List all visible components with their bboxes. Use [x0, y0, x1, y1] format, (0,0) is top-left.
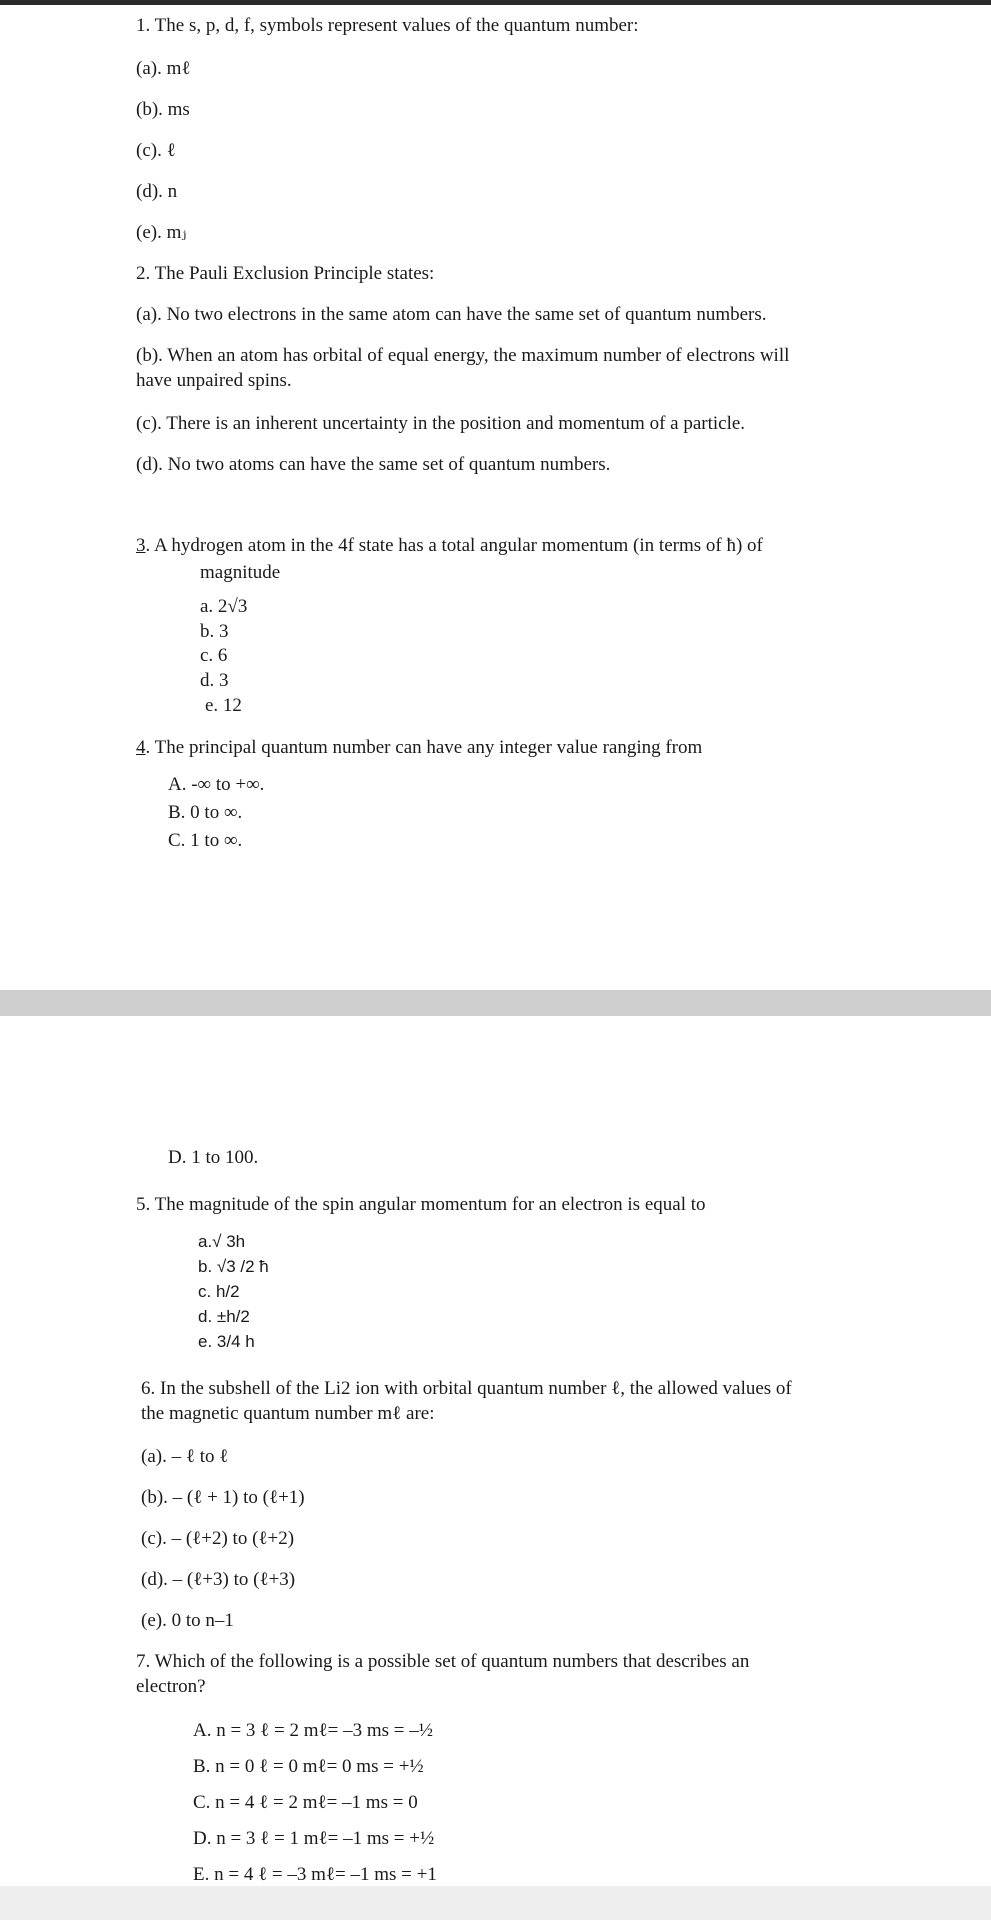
- question-4-option-b: B. 0 to ∞.: [168, 802, 243, 823]
- question-6-option-d: (d). – (ℓ+3) to (ℓ+3): [141, 1569, 296, 1590]
- question-2-option-c: (c). There is an inherent uncertainty in the position and momentum of a particle.: [136, 413, 746, 434]
- question-4-stem-text: . The principal quantum number can have any integer value ranging from: [145, 737, 703, 758]
- question-3-stem-cont: magnitude: [200, 562, 281, 583]
- question-1-option-d: (d). n: [136, 181, 178, 202]
- question-5-stem: 5. The magnitude of the spin angular momentum for an electron is equal to: [136, 1194, 706, 1215]
- question-4-option-a: A. -∞ to +∞.: [168, 774, 265, 795]
- question-1-option-b: (b). ms: [136, 99, 190, 120]
- page-separator: [0, 990, 991, 1016]
- bottom-edge-bar: [0, 1886, 991, 1920]
- question-1-stem: 1. The s, p, d, f, symbols represent values of the quantum number:: [136, 15, 639, 36]
- question-3-option-b: b. 3: [200, 621, 229, 642]
- question-7-stem-cont: electron?: [136, 1676, 206, 1697]
- question-3-option-a: a. 2√3: [200, 596, 248, 617]
- question-6-stem-cont: the magnetic quantum number mℓ are:: [141, 1403, 435, 1424]
- question-7-option-e: E. n = 4 ℓ = –3 mℓ= –1 ms = +1: [193, 1864, 437, 1885]
- question-4-option-c: C. 1 to ∞.: [168, 830, 243, 851]
- question-2-option-b: (b). When an atom has orbital of equal energy, the maximum number of electrons will: [136, 345, 790, 366]
- question-7-option-a: A. n = 3 ℓ = 2 mℓ= –3 ms = –½: [193, 1720, 433, 1741]
- question-3-option-c: c. 6: [200, 645, 228, 666]
- question-4-option-d: D. 1 to 100.: [168, 1147, 259, 1168]
- question-2-stem: 2. The Pauli Exclusion Principle states:: [136, 263, 435, 284]
- question-7-option-b: B. n = 0 ℓ = 0 mℓ= 0 ms = +½: [193, 1756, 424, 1777]
- question-1-option-c: (c). ℓ: [136, 140, 176, 161]
- question-3-option-e: e. 12: [205, 695, 242, 716]
- top-edge-bar: [0, 0, 991, 5]
- question-4-stem: [136, 736, 702, 760]
- question-7-option-c: C. n = 4 ℓ = 2 mℓ= –1 ms = 0: [193, 1792, 418, 1813]
- question-7-option-d: D. n = 3 ℓ = 1 mℓ= –1 ms = +½: [193, 1828, 435, 1849]
- question-5-option-a: a.√ 3h: [198, 1232, 246, 1251]
- question-1-option-a: (a). mℓ: [136, 58, 191, 79]
- question-3-stem: [136, 534, 763, 558]
- question-6-option-b: (b). – (ℓ + 1) to (ℓ+1): [141, 1487, 305, 1508]
- question-6-stem: 6. In the subshell of the Li2 ion with orbital quantum number ℓ, the allowed values of: [141, 1378, 792, 1399]
- question-6-option-e: (e). 0 to n–1: [141, 1610, 234, 1631]
- question-7-stem: 7. Which of the following is a possible set of quantum numbers that describes an: [136, 1651, 750, 1672]
- question-2-option-d: (d). No two atoms can have the same set of quantum numbers.: [136, 454, 611, 475]
- question-1-option-e: (e). mⱼ: [136, 222, 187, 243]
- question-4-number: 4: [136, 737, 146, 758]
- question-2-option-b-cont: have unpaired spins.: [136, 370, 292, 391]
- question-3-number: 3: [136, 535, 146, 556]
- question-5-option-c: c. h/2: [198, 1282, 240, 1301]
- question-2-option-a: (a). No two electrons in the same atom can have the same set of quantum numbers.: [136, 304, 767, 325]
- question-5-option-b: b. √3 /2 ħ: [198, 1257, 269, 1276]
- question-6-option-c: (c). – (ℓ+2) to (ℓ+2): [141, 1528, 295, 1549]
- question-3-option-d: d. 3: [200, 670, 229, 691]
- question-5-option-d: d. ±h/2: [198, 1307, 250, 1326]
- question-3-stem-text: . A hydrogen atom in the 4f state has a total angular momentum (in terms of ħ) of: [145, 535, 763, 556]
- question-6-option-a: (a). – ℓ to ℓ: [141, 1446, 229, 1467]
- question-5-option-e: e. 3/4 h: [198, 1332, 255, 1351]
